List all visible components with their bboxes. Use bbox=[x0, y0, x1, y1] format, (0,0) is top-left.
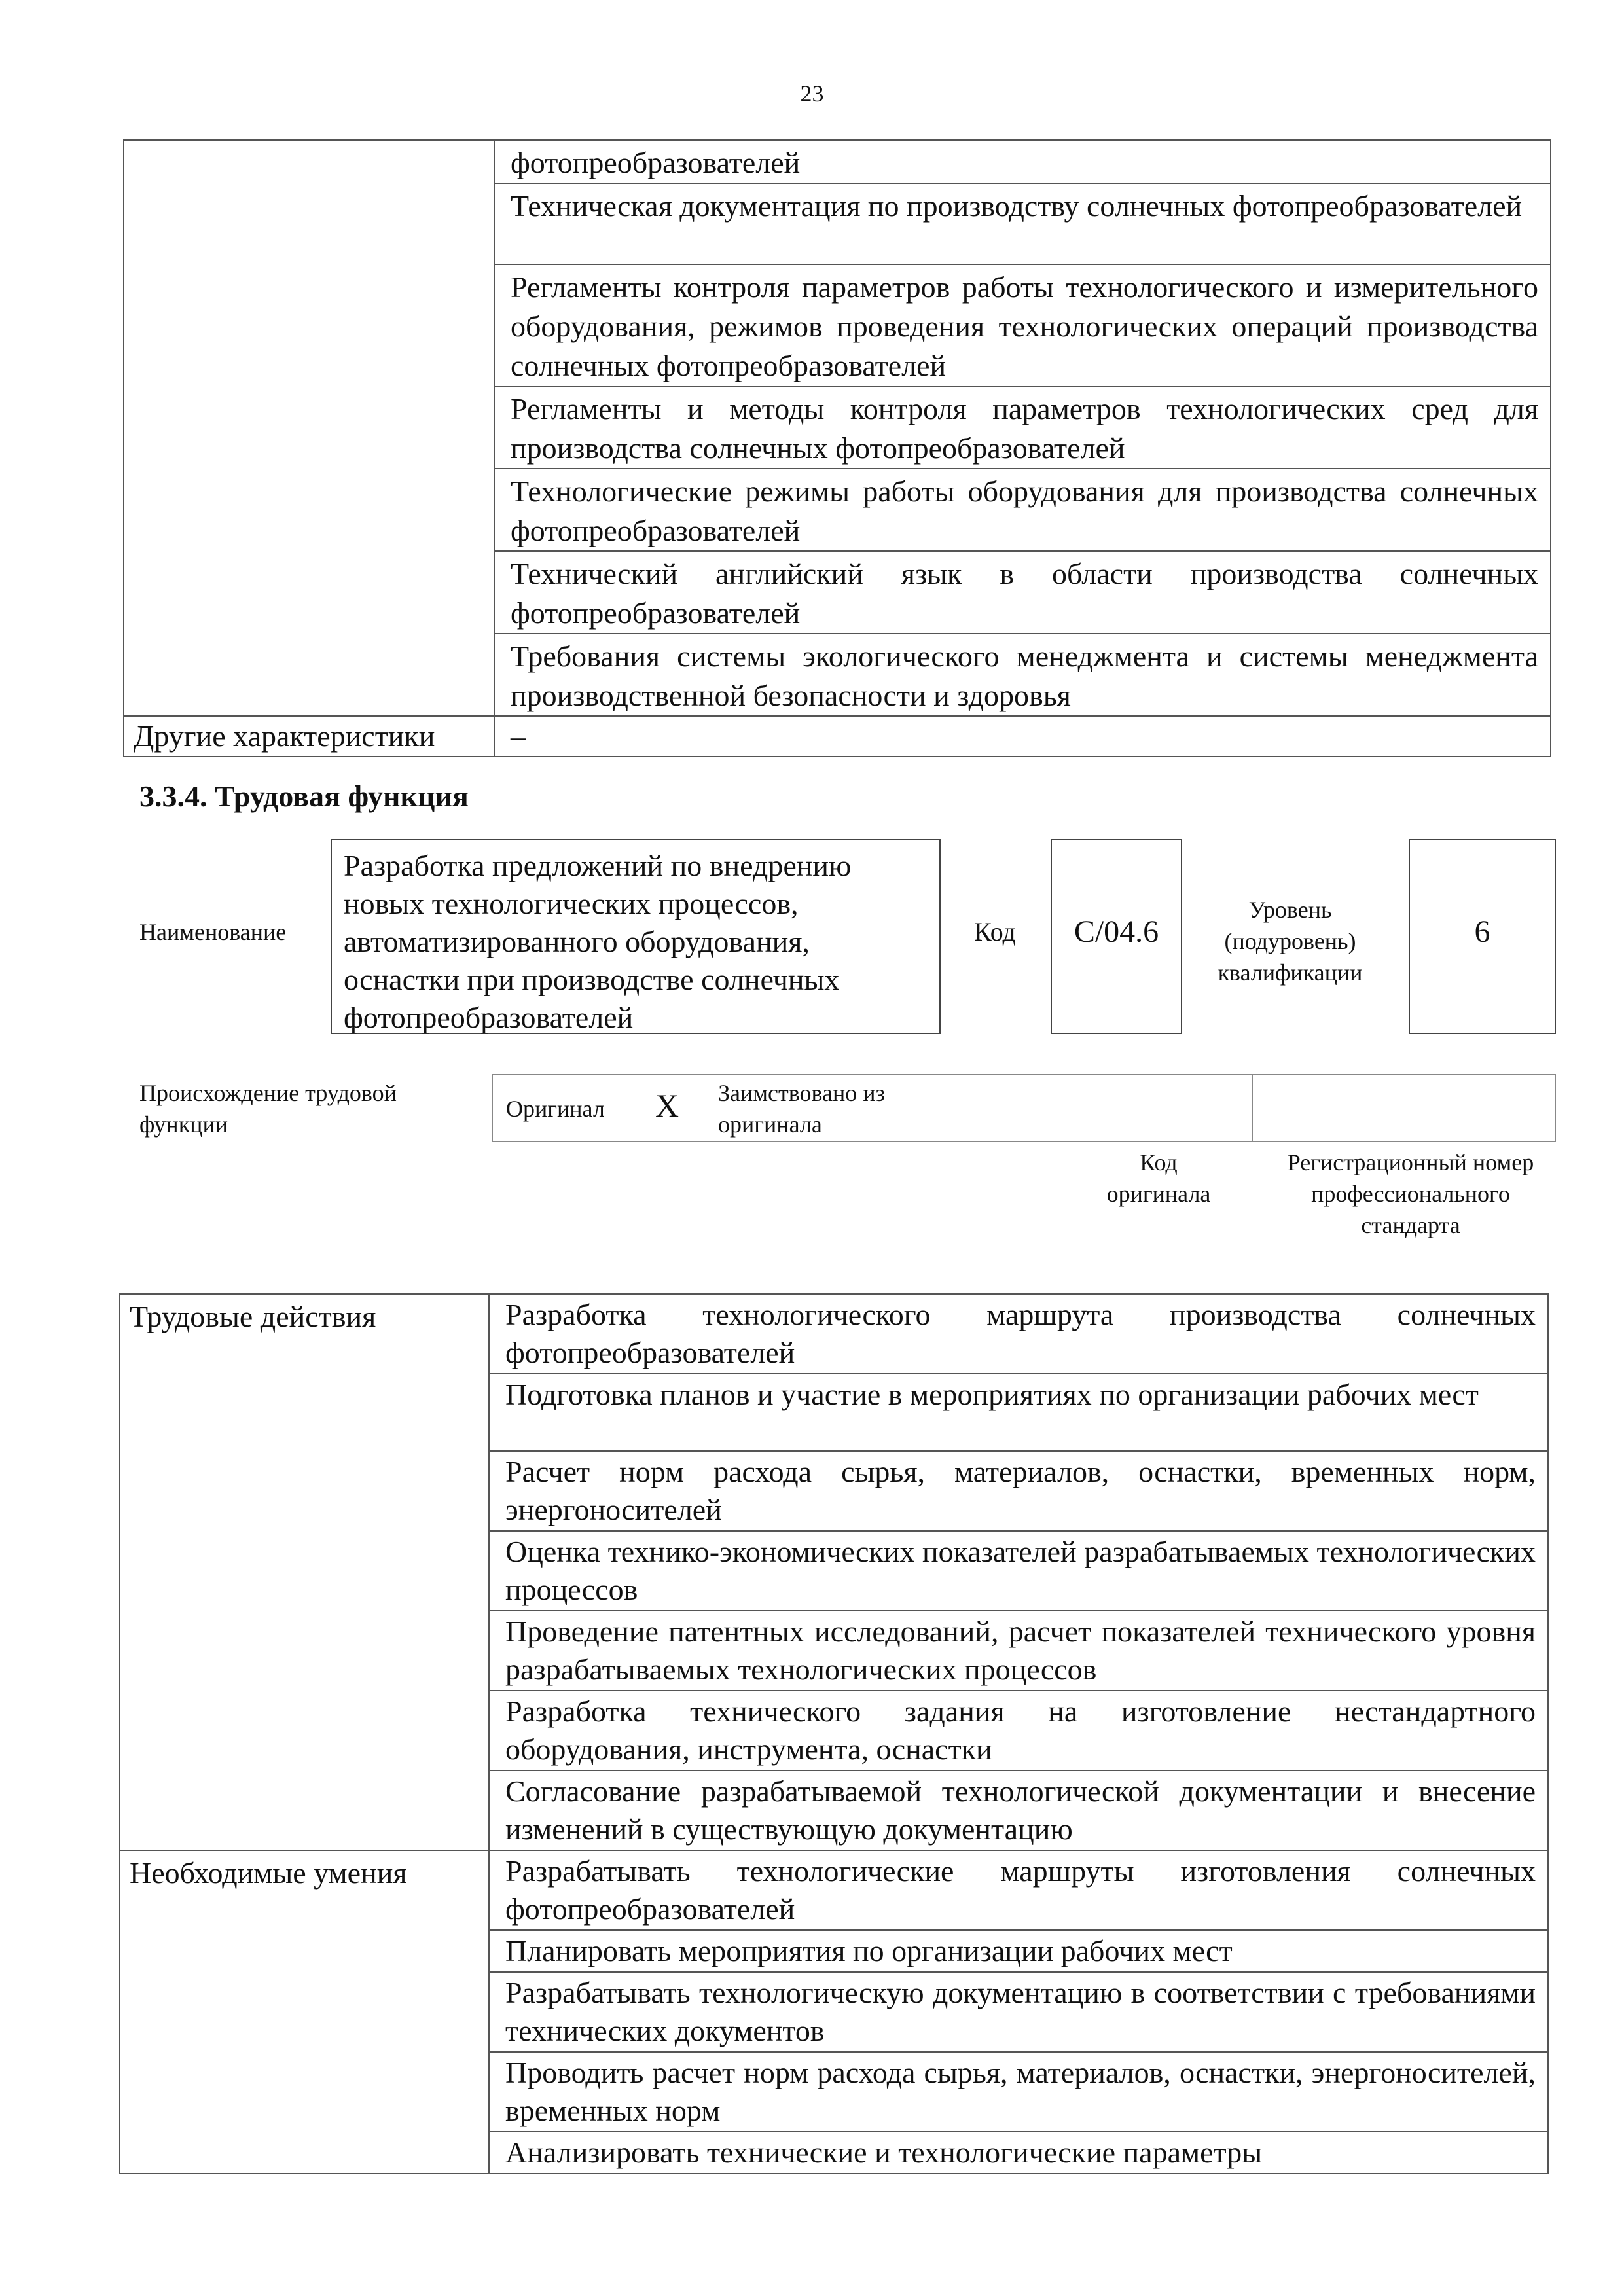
table-cell: Регламенты контроля параметров работы технологического и измерительного оборудования, режимов проведения технологических операций производства солнечных фотопреобразователей bbox=[494, 264, 1551, 386]
level-box bbox=[1409, 839, 1556, 1034]
reg-number-caption: Регистрационный номер профессионального стандарта bbox=[1287, 1149, 1534, 1238]
table-cell: Требования системы экологического менеджмента и системы менеджмента производственной безопасности и здоровья bbox=[494, 634, 1551, 716]
table-cell: Подготовка планов и участие в мероприятиях по организации рабочих мест bbox=[489, 1374, 1548, 1451]
actions-label: Трудовые действия bbox=[120, 1294, 489, 1850]
original-mark: X bbox=[655, 1087, 679, 1124]
table-row bbox=[120, 1294, 1548, 1374]
level-label-line: квалификации bbox=[1218, 960, 1363, 986]
level-value: 6 bbox=[1474, 914, 1490, 949]
table-cell: Разработка технического задания на изготовление нестандартного оборудования, инструмента, оснастки bbox=[489, 1691, 1548, 1770]
table-cell: Проведение патентных исследований, расчет показателей технического уровня разрабатываемых технологических процессов bbox=[489, 1611, 1548, 1691]
origin-label: Происхождение трудовой функции bbox=[139, 1080, 397, 1138]
table-cell: Разработка технологического маршрута производства солнечных фотопреобразователей bbox=[489, 1294, 1548, 1374]
function-name-box: Разработка предложений по внедрению новых технологических процессов, автоматизированного оборудования, оснастки при производстве солнечных фотопреобразователей bbox=[331, 839, 941, 1034]
code-value: С/04.6 bbox=[1074, 914, 1159, 949]
table-cell: Технологические режимы работы оборудования для производства солнечных фотопреобразователей bbox=[494, 469, 1551, 551]
level-label-line: (подуровень) bbox=[1224, 928, 1356, 954]
level-label bbox=[1202, 894, 1379, 988]
table-cell: Проводить расчет норм расхода сырья, материалов, оснастки, энергоносителей, временных норм bbox=[489, 2052, 1548, 2132]
page-number: 23 bbox=[800, 81, 824, 107]
section-heading: 3.3.4. Трудовая функция bbox=[139, 780, 469, 813]
name-label: Наименование bbox=[139, 919, 287, 945]
table-cell: Разрабатывать технологическую документацию в соответствии с требованиями технических документов bbox=[489, 1972, 1548, 2052]
level-label-line: Уровень bbox=[1248, 897, 1332, 923]
borrowed-label: Заимствовано из оригинала bbox=[718, 1080, 885, 1138]
origin-row bbox=[492, 1074, 1556, 1142]
table-cell: Согласование разрабатываемой технологической документации и внесение изменений в существующую документацию bbox=[489, 1770, 1548, 1850]
code-label: Код bbox=[974, 917, 1016, 946]
table-cell: Техническая документация по производству солнечных фотопреобразователей bbox=[494, 183, 1551, 264]
code-box bbox=[1051, 839, 1182, 1034]
other-characteristics-label: Другие характеристики bbox=[124, 716, 494, 757]
empty-label-cell bbox=[124, 140, 494, 716]
table-row bbox=[124, 140, 1551, 183]
table-row bbox=[120, 1850, 1548, 1930]
table-cell: Технический английский язык в области производства солнечных фотопреобразователей bbox=[494, 551, 1551, 634]
code-original-caption: Код оригинала bbox=[1106, 1149, 1211, 1207]
skills-label: Необходимые умения bbox=[120, 1850, 489, 2174]
other-characteristics-value: – bbox=[494, 716, 1551, 757]
table-cell: Оценка технико-экономических показателей разрабатываемых технологических процессов bbox=[489, 1531, 1548, 1611]
actions-skills-table bbox=[119, 1293, 1549, 2174]
knowledge-table-continued bbox=[123, 139, 1551, 757]
table-cell: Расчет норм расхода сырья, материалов, оснастки, временных норм, энергоносителей bbox=[489, 1451, 1548, 1531]
table-row bbox=[124, 716, 1551, 757]
table-cell: Регламенты и методы контроля параметров технологических сред для производства солнечных фотопреобразователей bbox=[494, 386, 1551, 469]
table-cell: Разрабатывать технологические маршруты изготовления солнечных фотопреобразователей bbox=[489, 1850, 1548, 1930]
table-cell: фотопреобразователей bbox=[494, 140, 1551, 183]
table-cell: Анализировать технические и технологические параметры bbox=[489, 2132, 1548, 2174]
divider bbox=[1252, 1075, 1253, 1141]
table-cell: Планировать мероприятия по организации рабочих мест bbox=[489, 1930, 1548, 1972]
original-label: Оригинал bbox=[506, 1096, 605, 1122]
